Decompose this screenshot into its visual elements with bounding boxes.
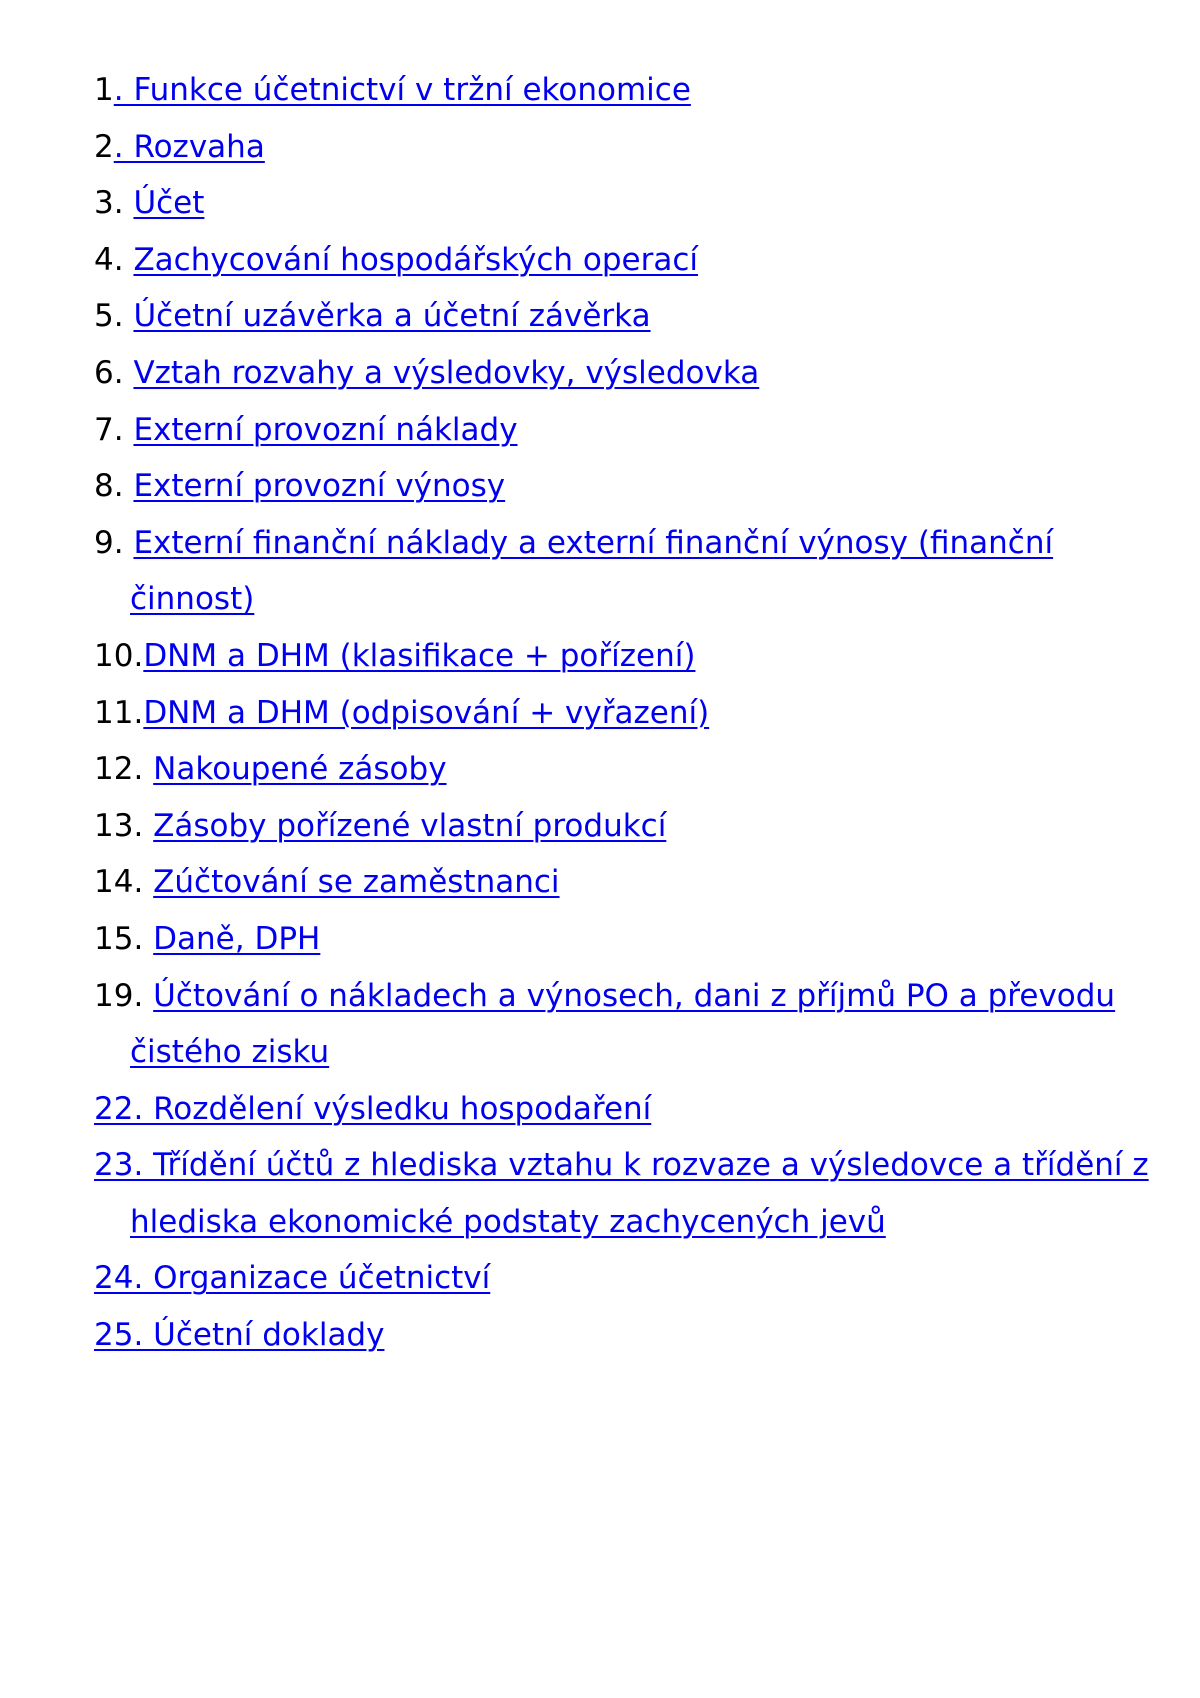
toc-item bbox=[94, 402, 1174, 459]
item-number: 7. bbox=[94, 411, 134, 448]
toc-item bbox=[94, 1250, 1174, 1307]
toc-item bbox=[94, 854, 1174, 911]
toc-item bbox=[94, 685, 1174, 742]
toc-link[interactable]: Vztah rozvahy a výsledovky, výsledovka bbox=[133, 354, 760, 391]
toc-item bbox=[94, 232, 1174, 289]
toc-item bbox=[94, 345, 1174, 402]
toc-link[interactable]: Externí finanční náklady a externí finanční výnosy (finanční činnost) bbox=[130, 524, 1054, 618]
toc-link[interactable]: Účetní uzávěrka a účetní závěrka bbox=[133, 298, 651, 335]
item-number: 10. bbox=[94, 637, 144, 674]
item-number: 2 bbox=[94, 128, 114, 165]
toc-link[interactable]: . Funkce účetnictví v tržní ekonomice bbox=[113, 72, 691, 108]
toc-link[interactable]: Zachycování hospodářských operací bbox=[133, 241, 699, 278]
item-number: 14. bbox=[94, 864, 154, 901]
item-number: 15. bbox=[94, 920, 154, 957]
toc-link[interactable]: Nakoupené zásoby bbox=[153, 751, 447, 788]
item-number: 9. bbox=[94, 524, 134, 561]
item-number: 13. bbox=[94, 807, 154, 844]
item-number: 1 bbox=[94, 72, 114, 108]
item-number: 6. bbox=[94, 354, 134, 391]
item-number: 3. bbox=[94, 185, 134, 222]
toc-link[interactable]: Účet bbox=[133, 185, 205, 222]
toc-item bbox=[94, 968, 1174, 1081]
toc-item bbox=[94, 1081, 1174, 1138]
toc-item bbox=[94, 1307, 1174, 1364]
toc-item bbox=[94, 798, 1174, 855]
table-of-contents bbox=[94, 62, 1174, 1364]
toc-link[interactable]: 22. Rozdělení výsledku hospodaření bbox=[94, 1090, 652, 1127]
toc-link[interactable]: Daně, DPH bbox=[153, 920, 321, 957]
item-number: 12. bbox=[94, 751, 154, 788]
toc-item bbox=[94, 119, 1174, 176]
toc-item bbox=[94, 288, 1174, 345]
toc-link[interactable]: . Rozvaha bbox=[113, 128, 265, 165]
toc-link[interactable]: DNM a DHM (odpisování + vyřazení) bbox=[143, 694, 710, 731]
toc-link[interactable]: Účtování o nákladech a výnosech, dani z příjmů PO a převodu čistého zisku bbox=[130, 977, 1116, 1071]
toc-link[interactable]: 24. Organizace účetnictví bbox=[94, 1260, 491, 1297]
toc-item bbox=[94, 741, 1174, 798]
item-number: 19. bbox=[94, 977, 154, 1014]
toc-item bbox=[94, 515, 1174, 628]
item-number: 4. bbox=[94, 241, 134, 278]
toc-link[interactable]: Zásoby pořízené vlastní produkcí bbox=[153, 807, 667, 844]
toc-item bbox=[94, 458, 1174, 515]
item-number: 11. bbox=[94, 694, 144, 731]
toc-link[interactable]: 23. Třídění účtů z hlediska vztahu k rozvaze a výsledovce a třídění z hlediska ekonomické podstaty zachycených jevů bbox=[94, 1147, 1149, 1240]
toc-item bbox=[94, 628, 1174, 685]
toc-item bbox=[94, 1137, 1174, 1250]
toc-link[interactable]: Externí provozní výnosy bbox=[133, 468, 506, 505]
toc-link[interactable]: Zúčtování se zaměstnanci bbox=[153, 864, 560, 901]
item-number: 8. bbox=[94, 468, 134, 505]
toc-link[interactable]: DNM a DHM (klasifikace + pořízení) bbox=[143, 637, 696, 674]
toc-item bbox=[94, 175, 1174, 232]
toc-link[interactable]: 25. Účetní doklady bbox=[94, 1317, 385, 1354]
toc-item bbox=[94, 911, 1174, 968]
toc-link[interactable]: Externí provozní náklady bbox=[133, 411, 518, 448]
item-number: 5. bbox=[94, 298, 134, 335]
toc-item bbox=[94, 62, 1174, 119]
